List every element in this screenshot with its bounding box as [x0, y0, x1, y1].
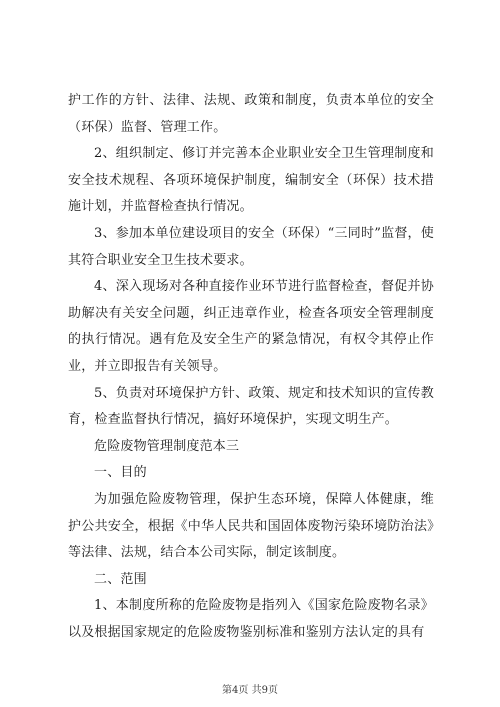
paragraph-item-2: 2、组织制定、修订并完善本企业职业安全卫生管理制度和安全技术规程、各项环境保护制度，编制安全（环保）技术措施计划，并监督检查执行情况。 — [68, 146, 434, 215]
page-footer: 第4页 共9页 — [222, 685, 278, 696]
paragraph-purpose: 为加强危险废物管理，保护生态环境，保障人体健康，维护公共安全，根据《中华人民共和国固体废物污染环境防治法》等法律、法规，结合本公司实际，制定该制度。 — [68, 491, 434, 561]
document-body — [68, 88, 434, 646]
heading-scope: 二、范围 — [94, 571, 147, 587]
paragraph-item-5: 5、负责对环境保护方针、政策、规定和技术知识的宣传教育，检查监督执行情况，搞好环境保护，实现文明生产。 — [68, 385, 434, 428]
paragraph-item-4: 4、深入现场对各种直接作业环节进行监督检查，督促并协助解决有关安全问题，纠正违章作业，检查各项安全管理制度的执行情况。遇有危及安全生产的紧急情况，有权令其停止作业，并立即报告有关领导。 — [68, 279, 434, 374]
paragraph-item-3: 3、参加本单位建设项目的安全（环保）“三同时”监督，使其符合职业安全卫生技术要求。 — [68, 225, 434, 268]
section-title: 危险废物管理制度范本三 — [94, 438, 240, 454]
heading-purpose: 一、目的 — [94, 465, 147, 481]
paragraph-continuation: 护工作的方针、法律、法规、政策和制度，负责本单位的安全（环保）监督、管理工作。 — [68, 93, 434, 135]
paragraph-scope-1: 1、本制度所称的危险废物是指列入《国家危险废物名录》以及根据国家规定的危险废物鉴别标准和鉴别方法认定的具有 — [68, 598, 434, 640]
